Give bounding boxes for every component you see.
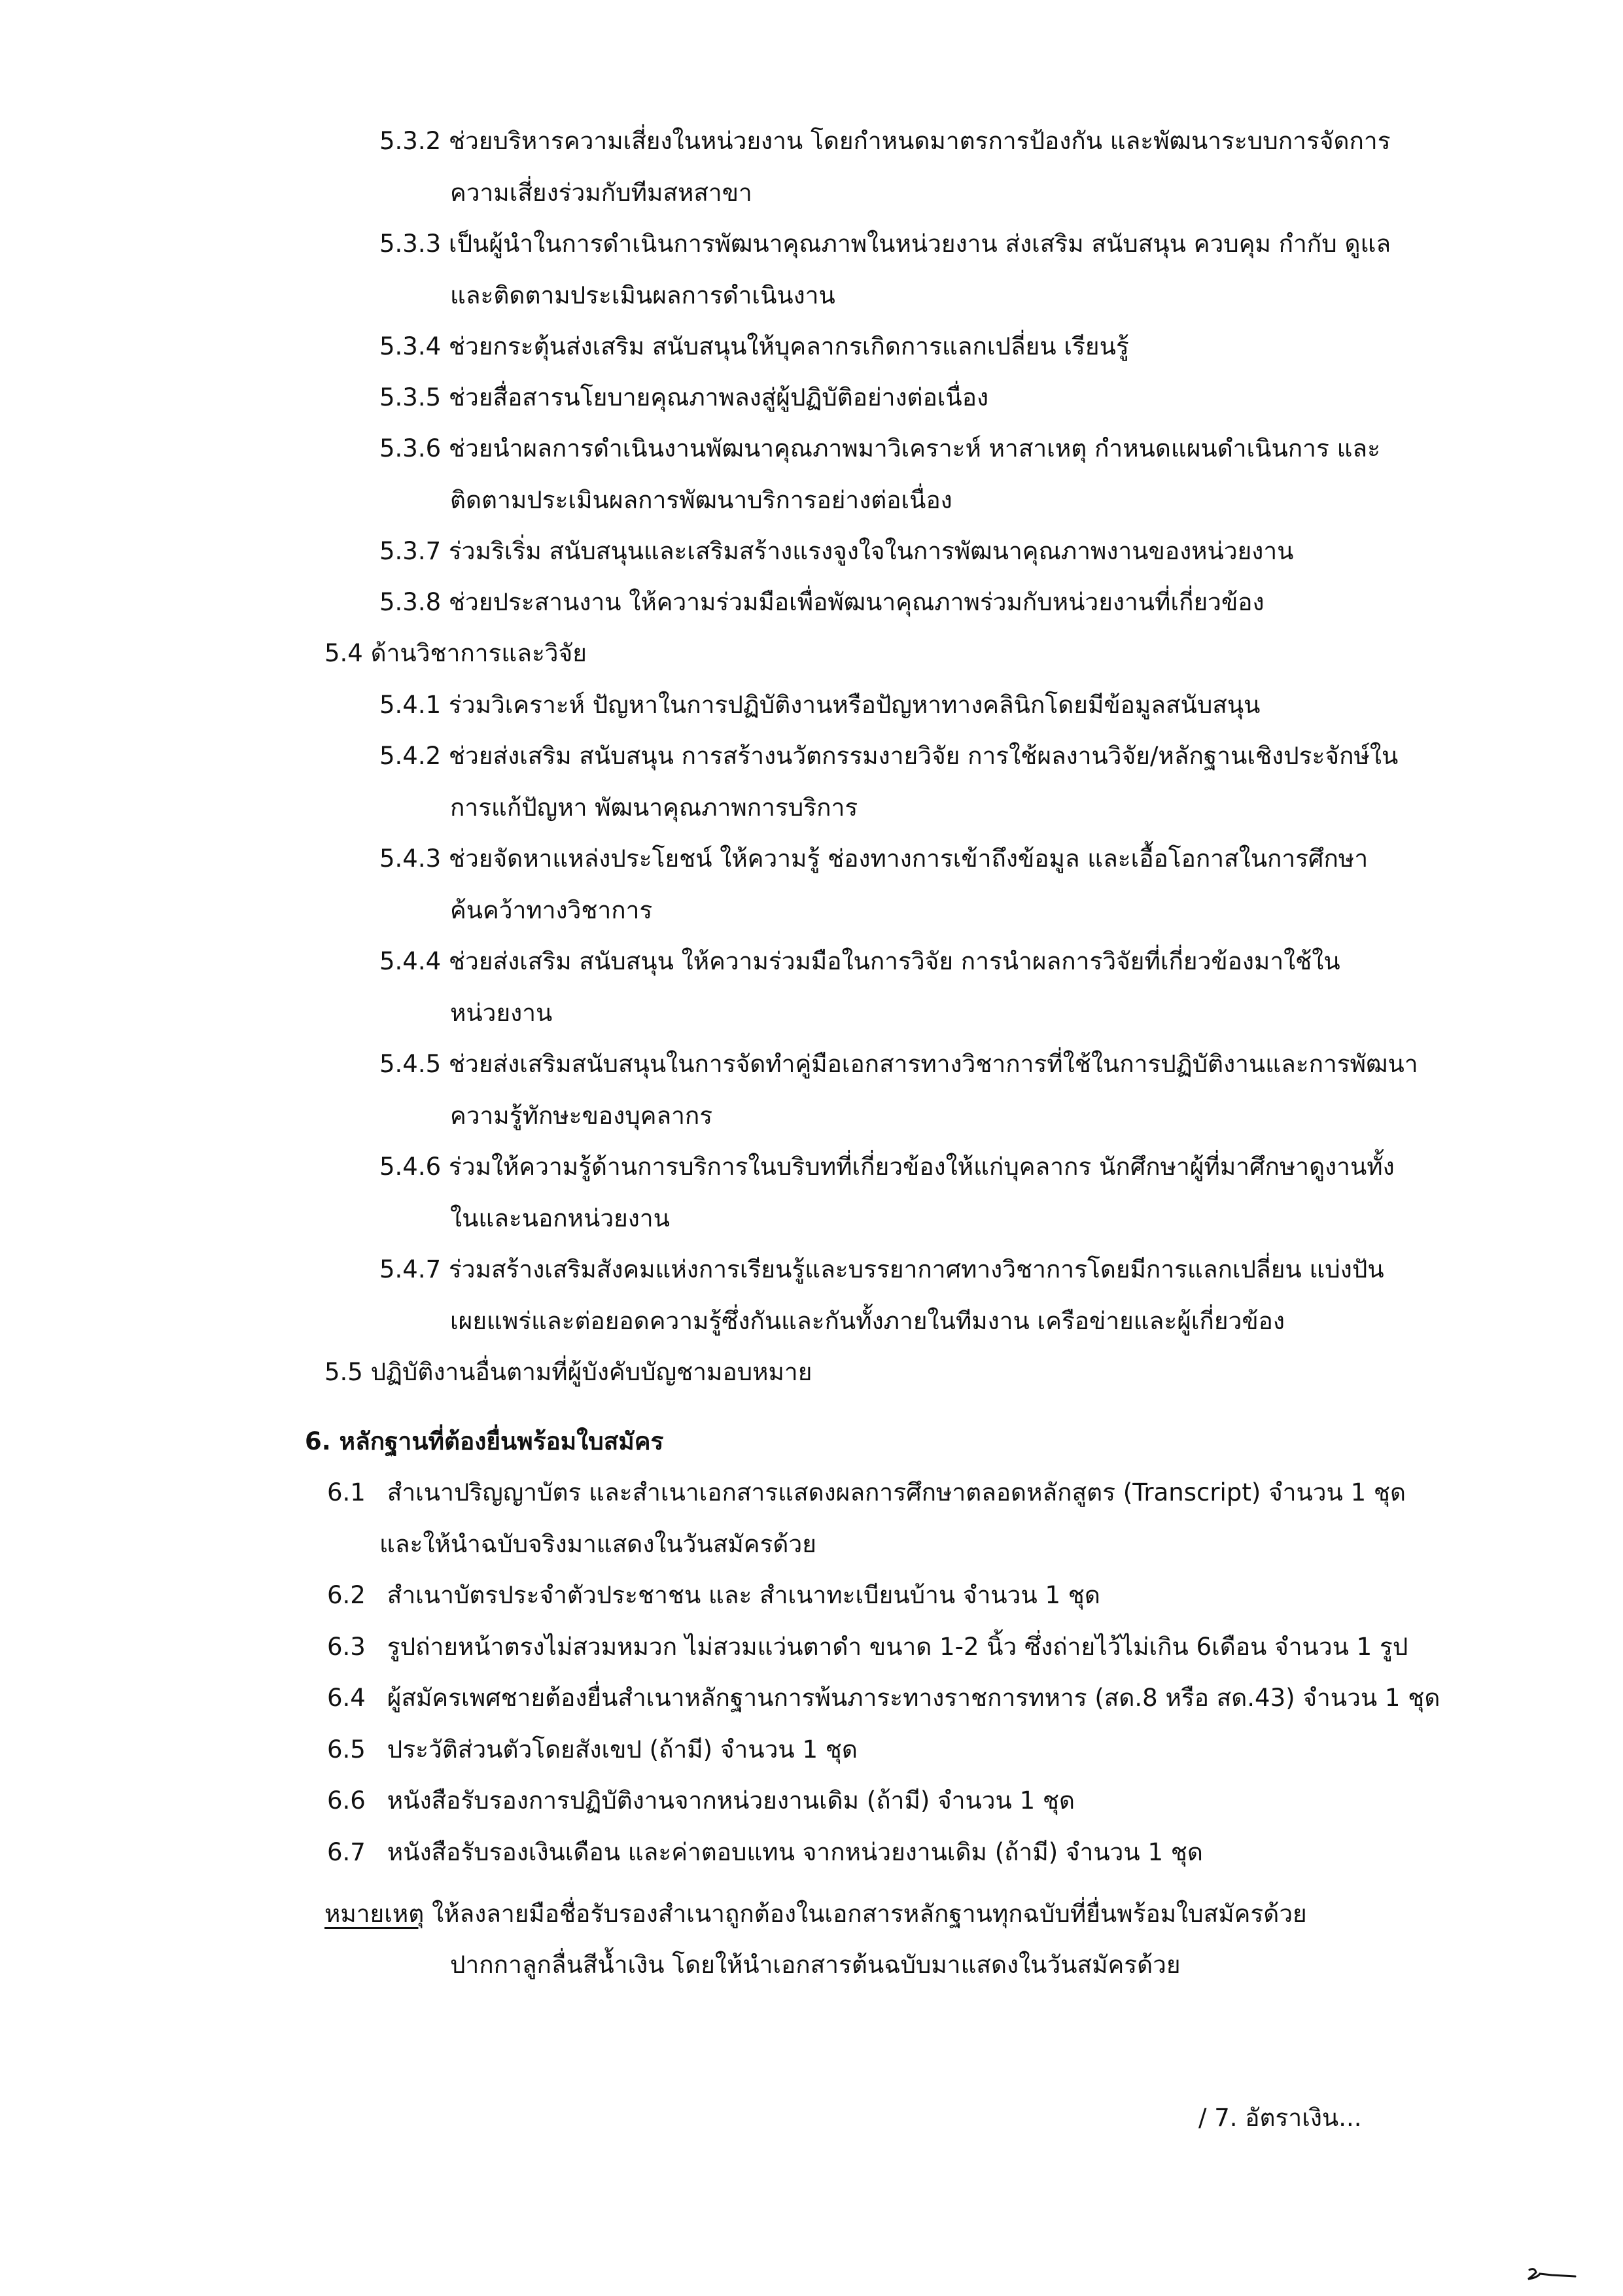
item-text: ช่วยจัดหาแหล่งประโยชน์ ให้ความรู้ ช่องทางการเข้าถึงข้อมูล และเอื้อโอกาสในการศึกษา [448,844,1369,873]
item-5-3-3 [379,226,1391,262]
item-text: หนังสือรับรองการปฏิบัติงานจากหน่วยงานเดิม (ถ้ามี) จำนวน 1 ชุด [387,1786,1075,1815]
item-text: ร่วมวิเคราะห์ ปัญหาในการปฏิบัติงานหรือปัญหาทางคลินิกโดยมีข้อมูลสนับสนุน [448,691,1261,719]
item-text: ช่วยนำผลการดำเนินงานพัฒนาคุณภาพมาวิเคราะห์ หาสาเหตุ กำหนดแผนดำเนินการ และ [448,434,1380,462]
item-5-5: 5.5 ปฏิบัติงานอื่นตามที่ผู้บังคับบัญชามอบหมาย [324,1358,812,1386]
item-number: 5.3.5 [379,383,442,411]
item-6-1 [327,1474,1406,1511]
item-5-4-5-cont: ความรู้ทักษะของบุคลากร [450,1102,713,1130]
item-text: ช่วยส่งเสริมสนับสนุนในการจัดทำคู่มือเอกสารทางวิชาการที่ใช้ในการปฏิบัติงานและการพัฒนา [448,1050,1418,1078]
section-5-4-heading: 5.4 ด้านวิชาการและวิจัย [324,639,587,667]
continuation-marker: / 7. อัตราเงิน... [1198,2104,1362,2132]
item-5-4-2-cont: การแก้ปัญหา พัฒนาคุณภาพการบริการ [450,793,858,822]
item-text: รูปถ่ายหน้าตรงไม่สวมหมวก ไม่สวมแว่นตาดำ ขนาด 1-2 นิ้ว ซึ่งถ่ายไว้ไม่เกิน 6เดือน จำนวน 1 รูป [387,1633,1408,1661]
item-number: 5.4.2 [379,742,442,770]
item-5-4-2 [379,738,1398,774]
item-5-3-2 [379,123,1391,160]
item-5-4-3 [379,841,1368,877]
item-6-7 [327,1834,1203,1871]
item-text: ช่วยบริหารความเสี่ยงในหน่วยงาน โดยกำหนดมาตรการป้องกัน และพัฒนาระบบการจัดการ [448,127,1391,155]
item-number: 6.2 [327,1581,366,1609]
item-number: 5.4.4 [379,947,442,975]
item-number: 5.3.6 [379,434,442,462]
item-5-3-8 [379,584,1265,621]
item-number: 5.4.7 [379,1255,442,1283]
item-number: 5.4.1 [379,691,442,719]
signature-mark-icon [1526,2265,1578,2284]
item-text: สำเนาบัตรประจำตัวประชาชน และ สำเนาทะเบียนบ้าน จำนวน 1 ชุด [387,1581,1100,1609]
item-5-4-3-cont: ค้นคว้าทางวิชาการ [450,896,653,924]
item-number: 6.6 [327,1786,366,1815]
item-5-4-6-cont: ในและนอกหน่วยงาน [450,1204,670,1232]
item-text: ร่วมริเริ่ม สนับสนุนและเสริมสร้างแรงจูงใจในการพัฒนาคุณภาพงานของหน่วยงาน [448,537,1294,565]
item-text: ช่วยส่งเสริม สนับสนุน การสร้างนวัตกรรมงายวิจัย การใช้ผลงานวิจัย/หลักฐานเชิงประจักษ์ใน [448,742,1399,770]
item-number: 5.3.3 [379,230,442,258]
item-5-4-1 [379,687,1260,723]
item-number: 5.3.2 [379,127,442,155]
item-text: ช่วยส่งเสริม สนับสนุน ให้ความร่วมมือในการวิจัย การนำผลการวิจัยที่เกี่ยวข้องมาใช้ใน [448,947,1340,975]
item-number: 6.3 [327,1633,366,1661]
item-5-3-5 [379,379,988,416]
item-5-3-4 [379,328,1129,365]
item-5-3-3-cont: และติดตามประเมินผลการดำเนินงาน [450,281,835,309]
item-number: 5.3.8 [379,588,442,616]
item-5-4-4-cont: หน่วยงาน [450,999,553,1027]
item-5-3-6-cont: ติดตามประเมินผลการพัฒนาบริการอย่างต่อเนื่อง [450,486,952,514]
item-5-3-7 [379,533,1293,570]
note-cont: ปากกาลูกลื่นสีน้ำเงิน โดยให้นำเอกสารต้นฉบับมาแสดงในวันสมัครด้วย [450,1951,1181,1979]
item-number: 6.4 [327,1684,366,1712]
item-number: 6.1 [327,1478,366,1506]
item-number: 6.7 [327,1838,366,1866]
item-5-4-5 [379,1046,1418,1083]
item-6-5 [327,1731,858,1768]
item-text: ร่วมสร้างเสริมสังคมแห่งการเรียนรู้และบรรยากาศทางวิชาการโดยมีการแลกเปลี่ยน แบ่งปัน [448,1255,1384,1283]
item-text: หนังสือรับรองเงินเดือน และค่าตอบแทน จากหน่วยงานเดิม (ถ้ามี) จำนวน 1 ชุด [387,1838,1203,1866]
note [324,1896,1307,1932]
item-5-4-7 [379,1251,1384,1288]
item-6-4 [327,1680,1440,1716]
item-5-4-4 [379,943,1340,980]
item-6-2 [327,1577,1100,1614]
item-number: 5.3.4 [379,332,442,360]
item-6-6 [327,1783,1075,1819]
item-number: 5.4.3 [379,844,442,873]
item-number: 5.4.6 [379,1153,442,1181]
item-number: 5.4.5 [379,1050,442,1078]
item-5-3-2-cont: ความเสี่ยงร่วมกับทีมสหสาขา [450,179,752,207]
note-text: ให้ลงลายมือชื่อรับรองสำเนาถูกต้องในเอกสารหลักฐานทุกฉบับที่ยื่นพร้อมใบสมัครด้วย [432,1900,1307,1928]
item-5-3-6 [379,430,1380,467]
item-6-1-cont: และให้นำฉบับจริงมาแสดงในวันสมัครด้วย [379,1530,816,1558]
item-number: 5.3.7 [379,537,442,565]
section-6-heading: 6. หลักฐานที่ต้องยื่นพร้อมใบสมัคร [305,1427,664,1455]
item-text: ผู้สมัครเพศชายต้องยื่นสำเนาหลักฐานการพ้นภาระทางราชการทหาร (สด.8 หรือ สด.43) จำนวน 1 ชุด [387,1684,1440,1712]
item-5-4-7-cont: เผยแพร่และต่อยอดความรู้ซึ่งกันและกันทั้งภายในทีมงาน เครือข่ายและผู้เกี่ยวข้อง [450,1307,1285,1335]
item-5-4-6 [379,1149,1395,1185]
item-text: ร่วมให้ความรู้ด้านการบริการในบริบทที่เกี่ยวข้องให้แก่บุคลากร นักศึกษาผู้ที่มาศึกษาดูงานทั้ง [448,1153,1395,1181]
item-text: ช่วยสื่อสารนโยบายคุณภาพลงสู่ผู้ปฏิบัติอย่างต่อเนื่อง [448,383,989,411]
item-text: ประวัติส่วนตัวโดยสังเขป (ถ้ามี) จำนวน 1 ชุด [387,1735,858,1764]
item-text: เป็นผู้นำในการดำเนินการพัฒนาคุณภาพในหน่วยงาน ส่งเสริม สนับสนุน ควบคุม กำกับ ดูแล [448,230,1391,258]
item-text: ช่วยกระตุ้นส่งเสริม สนับสนุนให้บุคลากรเกิดการแลกเปลี่ยน เรียนรู้ [448,332,1129,360]
note-label: หมายเหตุ [324,1900,425,1928]
item-6-3 [327,1629,1408,1665]
item-text: ช่วยประสานงาน ให้ความร่วมมือเพื่อพัฒนาคุณภาพร่วมกับหน่วยงานที่เกี่ยวข้อง [448,588,1265,616]
item-text: สำเนาปริญญาบัตร และสำเนาเอกสารแสดงผลการศึกษาตลอดหลักสูตร (Transcript) จำนวน 1 ชุด [387,1478,1406,1506]
item-number: 6.5 [327,1735,366,1764]
